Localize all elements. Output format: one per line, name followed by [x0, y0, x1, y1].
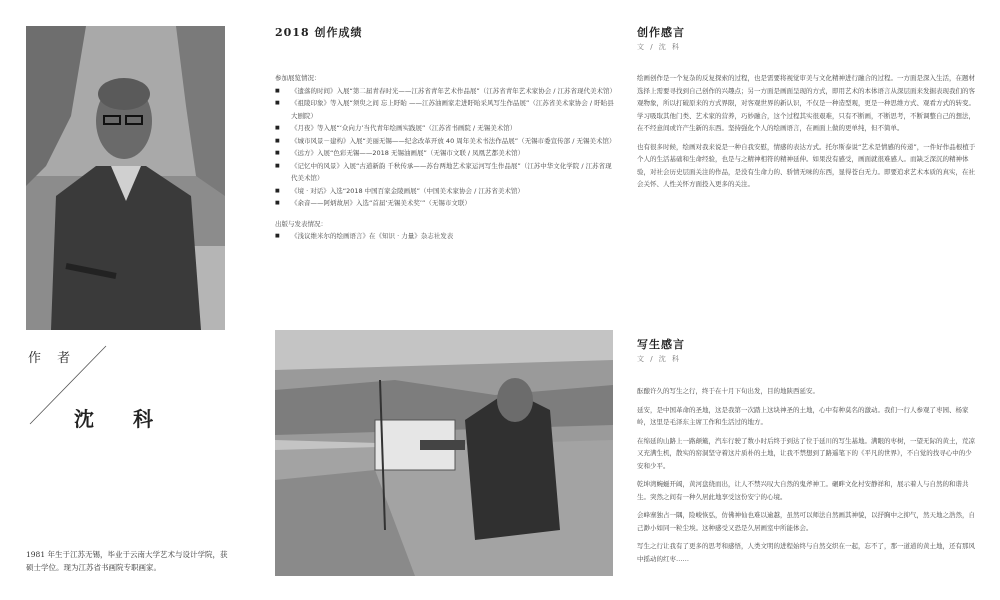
creation-body: [637, 72, 977, 197]
author-bio: 1981 年生于江苏无锡，毕业于云南大学艺术与设计学院，获硕士学位。现为江苏省书画院专职画家。: [26, 550, 228, 572]
paragraph: 乾坤湾蜿蜒开阔，黄河盘绕而出，让人不禁兴叹大自然的鬼斧神工。碾畔文化村安静祥和，展示着人与自然的和谐共生。突然之间有一种久居此地享受这份安宁的心境。: [637, 480, 969, 501]
achievements-body: [275, 72, 615, 243]
achievements-title: 2018 创作成绩: [275, 26, 363, 39]
paragraph: 酝酿许久的写生之行，终于在十月下旬出发，目的地陕西延安。: [637, 387, 819, 395]
exhibitions-heading: 参加展览情况：: [275, 74, 321, 82]
paragraph: 也有很多时候，绘画对我来说是一种自我安慰，情感的表达方式。托尔斯泰说“艺术是情感的传递”，一件好作品根植于个人的生活基础和生命经验，也是与之精神相符的精神延伸。如果没有感受，画面就很难感人。而缺乏深沉的精神体验，对社会历史层面关注的作品，是没有生命力的、骄情无味的东西，显得苍白无力。即要追求艺术本质的真实，在社会关怀、人性关怀方面投入更多的关注。: [637, 142, 976, 188]
paragraph: 延安，是中国革命的圣地，这是我第一次踏上这块神圣的土地，心中有种莫名的激动。我们一行人参观了枣园、杨家岭，这里是毛泽东主席工作和生活过的地方。: [637, 405, 969, 426]
paragraph: 在绵延的山路上一路颠簸，汽车行驶了数小时后终于到达了位于延川的写生基地。满眼的枣树，一望无际的黄土，荒凉又充满生机，散实的窑洞坚守着这片质朴的土地，让我不禁想到了路遥笔下的《平凡的世界》，不自觉的找寻心中的少安和少平。: [637, 436, 975, 470]
publications-heading: 出版与发表情况：: [275, 219, 327, 228]
list-item: ■ 《遗落的时间》入展“第二届青春时光——江苏省青年艺术作品展”（江苏省青年艺术家协会 / 江苏省现代美术馆）: [275, 85, 615, 98]
exhibitions-list: [275, 85, 615, 210]
paragraph: 会峰寨独占一隅，险峻恢弘，仿佛神仙也难以逾越，虽然可以师法自然画其神貌，以抒胸中之抑气，然天地之浩然，自己渺小如同一粒尘埃。这种感受又恐是久居画室中所能体会。: [637, 511, 975, 532]
list-item: ■ 《浅议维米尔的绘画语言》在《知识 · 力量》杂志社发表: [275, 230, 615, 243]
outdoor-painting-photo: [275, 330, 613, 576]
list-item: ■ 《记忆中的风景》入展“古道新韵 千秋传承——苏台两地艺术家运河写生作品展”（江苏中华文化学院 / 江苏省现代美术馆）: [275, 160, 615, 185]
author-portrait-photo: [26, 26, 225, 330]
sketch-byline: 文 / 沈 科: [637, 355, 682, 363]
list-item: ■ 《余音——阿炳故居》入选“首届‘无锡美术奖’”（无锡市文联）: [275, 197, 615, 210]
creation-title: 创作感言: [637, 26, 685, 39]
author-name: 沈 科: [74, 407, 169, 431]
list-item: ■ 《月夜》等入展“‘众向力’当代青年绘画实践展”（江苏省书画院 / 无锡美术馆）: [275, 122, 615, 135]
author-label: 作 者: [28, 351, 77, 366]
list-item: ■ 《远方》入展“色彩无锡——2018 无锡油画展”（无锡市文联 / 凤凰艺都美术馆）: [275, 147, 615, 160]
paragraph: 绘画创作是一个复杂的反复探索的过程，也是需要将视觉审美与文化精神进行融合的过程。一方面是深入生活，在题材选择上需要寻找到自己创作的兴趣点；另一方面是画面呈现的方式，即用艺术的本体语言从深层面来发掘表现我们的客观物象，所以打破原来的方式界限，对客观世界的新认识，不仅是一种造型观，更是一种思维方式、观看方式的转变。学习吸取其他门类、艺术家的营养，巧妙融合，这个过程其实很艰难，只有不断画，不断思考，不断调整自己的想法，在不经意间或许产生新的东西。坚持强化个人的绘画语言，在画面上做的更单纯，但不简单。: [637, 74, 975, 132]
sketch-title: 写生感言: [637, 338, 685, 351]
paragraph: 写生之行让我有了更多的思考和感悟，人类文明的进程始终与自然交织在一起，忘不了，那一道道的黄土地，还有那风中摇动的红枣……: [637, 542, 975, 563]
list-item: ■ 《祖陵印象》等入展“须臾之间 忘上盱眙 ——江苏油画家走进盱眙采风写生作品展”（江苏省美术家协会 / 盱眙县大剧院）: [275, 97, 615, 122]
creation-byline: 文 / 沈 科: [637, 43, 682, 51]
publications-list: [275, 230, 615, 243]
sketch-body: [637, 385, 977, 571]
list-item: ■ 《城市风景－建构》入展“美丽无锡——纪念改革开放 40 周年美术书法作品展”（无锡市委宣传部 / 无锡美术馆）: [275, 135, 615, 148]
list-item: ■ 《境 · 对话》入选“2018 中国百家金陵画展”（中国美术家协会 / 江苏省美术馆）: [275, 185, 615, 198]
